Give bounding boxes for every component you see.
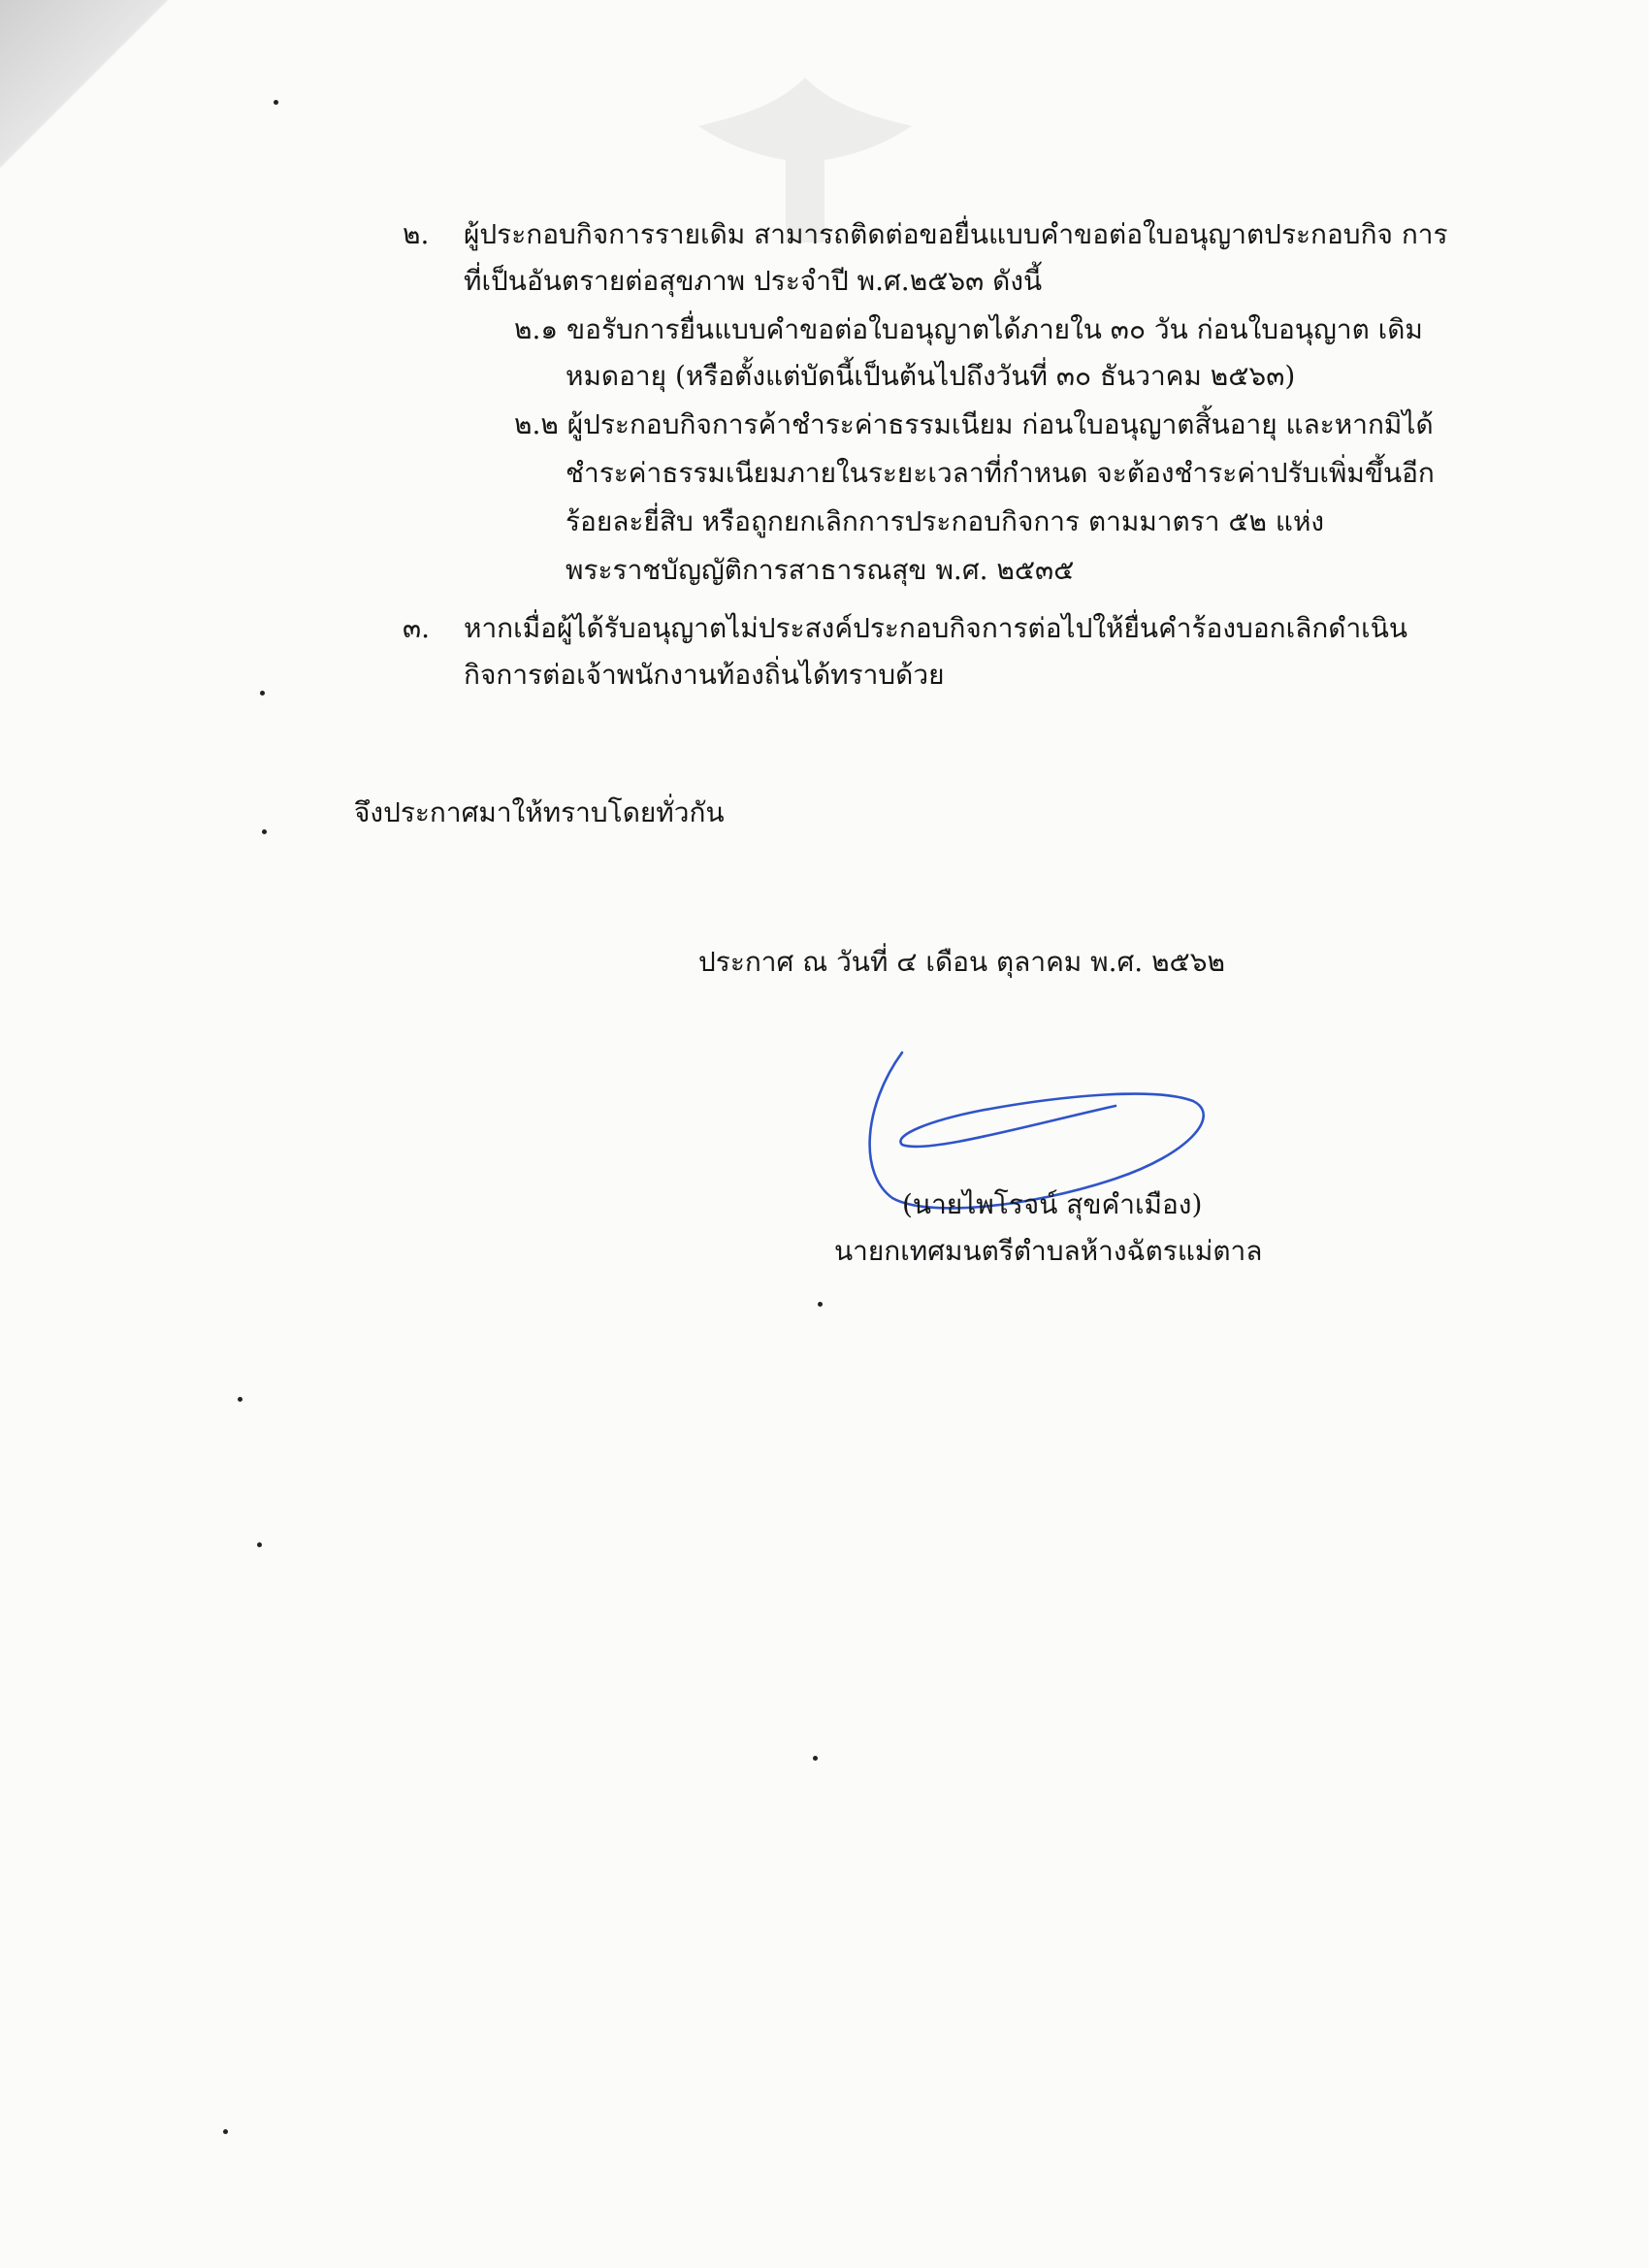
scan-speck (238, 1397, 242, 1402)
scan-speck (813, 1756, 818, 1761)
scan-speck (260, 691, 265, 696)
item-3-number: ๓. (403, 612, 431, 644)
closing-statement: จึงประกาศมาให้ทราบโดยทั่วกัน (354, 796, 725, 828)
item-2-2-line-2: ชำระค่าธรรมเนียมภายในระยะเวลาที่กำหนด จะต้องชำระค่าปรับเพิ่มขึ้นอีก (566, 457, 1435, 489)
scan-speck (274, 100, 278, 105)
item-2-1-line-1: ๒.๑ ขอรับการยื่นแบบคำขอต่อใบอนุญาตได้ภายใน ๓๐ วัน ก่อนใบอนุญาต เดิม (514, 313, 1423, 345)
scan-speck (262, 829, 267, 834)
signer-title: นายกเทศมนตรีตำบลห้างฉัตรแม่ตาล (834, 1235, 1263, 1267)
item-2-1-line-2: หมดอายุ (หรือตั้งแต่บัดนี้เป็นต้นไปถึงวันที่ ๓๐ ธันวาคม ๒๕๖๓) (566, 360, 1296, 392)
announcement-date: ประกาศ ณ วันที่ ๔ เดือน ตุลาคม พ.ศ. ๒๕๖๒ (698, 946, 1225, 978)
page-fold-shadow (0, 0, 194, 175)
item-2-line-2: ที่เป็นอันตรายต่อสุขภาพ ประจำปี พ.ศ.๒๕๖๓ ดังนี้ (464, 265, 1043, 297)
scan-speck (818, 1302, 823, 1307)
item-2-2-line-3: ร้อยละยี่สิบ หรือถูกยกเลิกการประกอบกิจการ ตามมาตรา ๕๒ แห่ง (566, 505, 1325, 537)
scan-speck (223, 2129, 228, 2134)
item-3-line-2: กิจการต่อเจ้าพนักงานท้องถิ่นได้ทราบด้วย (464, 659, 945, 691)
item-2-2-line-1: ๒.๒ ผู้ประกอบกิจการค้าชำระค่าธรรมเนียม ก่อนใบอนุญาตสิ้นอายุ และหากมิได้ (514, 408, 1434, 440)
signer-name: (นายไพโรจน์ สุขคำเมือง) (902, 1188, 1203, 1220)
scan-speck (257, 1542, 262, 1547)
item-3-line-1: หากเมื่อผู้ได้รับอนุญาตไม่ประสงค์ประกอบกิจการต่อไปให้ยื่นคำร้องบอกเลิกดำเนิน (464, 612, 1408, 644)
item-2-line-1: ผู้ประกอบกิจการรายเดิม สามารถติดต่อขอยื่นแบบคำขอต่อใบอนุญาตประกอบกิจ การ (464, 218, 1448, 250)
item-2-2-line-4: พระราชบัญญัติการสาธารณสุข พ.ศ. ๒๕๓๕ (566, 554, 1075, 586)
item-2-number: ๒. (403, 218, 430, 250)
